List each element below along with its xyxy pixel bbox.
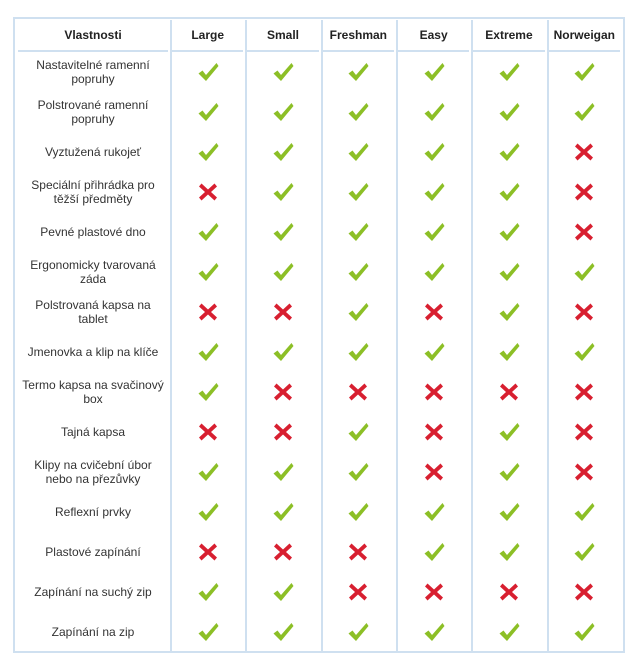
check-icon	[497, 220, 521, 244]
feature-cell	[321, 292, 394, 332]
check-icon	[346, 220, 370, 244]
check-icon	[497, 540, 521, 564]
feature-cell	[170, 332, 243, 372]
feature-cell	[245, 572, 318, 612]
feature-cell	[547, 172, 620, 212]
feature-cell	[321, 212, 394, 252]
feature-cell	[471, 92, 544, 132]
feature-cell	[547, 412, 620, 452]
check-icon	[572, 100, 596, 124]
check-icon	[271, 180, 295, 204]
header-easy: Easy	[396, 20, 469, 52]
check-icon	[422, 340, 446, 364]
feature-label: Tajná kapsa	[60, 425, 126, 439]
feature-cell	[321, 372, 394, 412]
feature-cell	[396, 452, 469, 492]
feature-label: Reflexní prvky	[54, 505, 132, 519]
cross-icon	[572, 140, 596, 164]
feature-cell	[321, 492, 394, 532]
table-body	[18, 52, 620, 652]
feature-cell	[321, 572, 394, 612]
feature-cell	[471, 172, 544, 212]
check-icon	[196, 140, 220, 164]
feature-cell	[471, 332, 544, 372]
check-icon	[572, 500, 596, 524]
feature-cell	[547, 292, 620, 332]
cross-icon	[196, 420, 220, 444]
table-row	[18, 452, 620, 492]
feature-cell	[396, 212, 469, 252]
feature-cell	[245, 212, 318, 252]
header-norweigan: Norweigan	[547, 20, 620, 52]
check-icon	[497, 340, 521, 364]
cross-icon	[572, 420, 596, 444]
feature-cell	[321, 172, 394, 212]
feature-cell	[547, 252, 620, 292]
check-icon	[271, 140, 295, 164]
header-large: Large	[170, 20, 243, 52]
feature-label: Speciální přihrádka pro těžší předměty	[31, 178, 155, 206]
check-icon	[271, 260, 295, 284]
feature-cell	[170, 452, 243, 492]
check-icon	[422, 60, 446, 84]
check-icon	[346, 60, 370, 84]
feature-cell	[547, 92, 620, 132]
table-row	[18, 52, 620, 92]
feature-cell	[245, 452, 318, 492]
check-icon	[271, 100, 295, 124]
feature-cell	[321, 532, 394, 572]
feature-cell	[547, 372, 620, 412]
check-icon	[572, 260, 596, 284]
check-icon	[572, 340, 596, 364]
feature-cell	[471, 572, 544, 612]
table-row	[18, 372, 620, 412]
feature-label: Klipy na cvičební úbor nebo na přezůvky	[34, 458, 152, 486]
check-icon	[422, 220, 446, 244]
feature-cell	[170, 132, 243, 172]
feature-cell	[245, 532, 318, 572]
check-icon	[497, 100, 521, 124]
check-icon	[196, 500, 220, 524]
feature-label: Nastavitelné ramenní popruhy	[36, 58, 150, 86]
feature-cell	[245, 292, 318, 332]
feature-cell	[170, 532, 243, 572]
feature-cell	[170, 252, 243, 292]
check-icon	[346, 180, 370, 204]
cross-icon	[196, 540, 220, 564]
cross-icon	[346, 380, 370, 404]
feature-cell	[321, 332, 394, 372]
feature-cell	[321, 452, 394, 492]
check-icon	[346, 140, 370, 164]
feature-label: Zapínání na suchý zip	[34, 585, 152, 599]
feature-cell	[547, 612, 620, 652]
cross-icon	[271, 380, 295, 404]
feature-cell	[170, 292, 243, 332]
feature-cell	[547, 452, 620, 492]
feature-cell	[396, 172, 469, 212]
table-row	[18, 132, 620, 172]
check-icon	[422, 260, 446, 284]
check-icon	[497, 180, 521, 204]
feature-cell	[321, 412, 394, 452]
header-extreme: Extreme	[471, 20, 544, 52]
cross-icon	[422, 380, 446, 404]
cross-icon	[271, 540, 295, 564]
check-icon	[497, 60, 521, 84]
check-icon	[422, 620, 446, 644]
feature-cell	[396, 52, 469, 92]
check-icon	[346, 620, 370, 644]
feature-cell	[170, 52, 243, 92]
cross-icon	[271, 300, 295, 324]
check-icon	[196, 60, 220, 84]
feature-cell	[170, 492, 243, 532]
check-icon	[422, 140, 446, 164]
check-icon	[497, 140, 521, 164]
header-row	[18, 20, 620, 52]
check-icon	[346, 300, 370, 324]
cross-icon	[422, 300, 446, 324]
check-icon	[271, 620, 295, 644]
feature-cell	[245, 92, 318, 132]
check-icon	[346, 460, 370, 484]
feature-cell	[170, 92, 243, 132]
feature-cell	[396, 92, 469, 132]
check-icon	[196, 380, 220, 404]
feature-cell	[471, 52, 544, 92]
feature-cell	[245, 612, 318, 652]
cross-icon	[572, 580, 596, 604]
feature-cell	[396, 292, 469, 332]
check-icon	[422, 100, 446, 124]
feature-cell	[547, 332, 620, 372]
feature-cell	[471, 612, 544, 652]
check-icon	[572, 620, 596, 644]
feature-cell	[245, 52, 318, 92]
feature-cell	[321, 92, 394, 132]
feature-cell	[245, 412, 318, 452]
check-icon	[196, 100, 220, 124]
check-icon	[196, 620, 220, 644]
check-icon	[196, 220, 220, 244]
table-row	[18, 292, 620, 332]
feature-cell	[396, 132, 469, 172]
header-features: Vlastnosti	[18, 20, 168, 52]
check-icon	[196, 260, 220, 284]
header-freshman: Freshman	[321, 20, 394, 52]
table-row	[18, 532, 620, 572]
feature-cell	[396, 372, 469, 412]
check-icon	[572, 540, 596, 564]
feature-cell	[471, 532, 544, 572]
feature-label: Vyztužená rukojeť	[44, 145, 142, 159]
feature-label: Ergonomicky tvarovaná záda	[30, 258, 156, 286]
check-icon	[271, 220, 295, 244]
cross-icon	[572, 380, 596, 404]
cross-icon	[572, 220, 596, 244]
feature-cell	[471, 252, 544, 292]
feature-cell	[170, 412, 243, 452]
check-icon	[497, 420, 521, 444]
feature-cell	[471, 212, 544, 252]
cross-icon	[497, 580, 521, 604]
feature-cell	[396, 492, 469, 532]
table-row	[18, 172, 620, 212]
check-icon	[346, 340, 370, 364]
comparison-table-frame	[13, 17, 625, 653]
cross-icon	[422, 420, 446, 444]
feature-cell	[245, 132, 318, 172]
check-icon	[497, 620, 521, 644]
check-icon	[572, 60, 596, 84]
feature-cell	[170, 372, 243, 412]
feature-label: Pevné plastové dno	[40, 225, 146, 239]
comparison-table	[16, 20, 622, 652]
check-icon	[346, 260, 370, 284]
feature-cell	[170, 612, 243, 652]
feature-cell	[471, 492, 544, 532]
cross-icon	[196, 300, 220, 324]
table-row	[18, 572, 620, 612]
feature-cell	[547, 572, 620, 612]
table-row	[18, 252, 620, 292]
feature-cell	[170, 212, 243, 252]
feature-cell	[471, 132, 544, 172]
table-row	[18, 412, 620, 452]
check-icon	[271, 500, 295, 524]
cross-icon	[196, 180, 220, 204]
check-icon	[196, 580, 220, 604]
feature-cell	[547, 492, 620, 532]
feature-label: Polstrovaná kapsa na tablet	[35, 298, 151, 326]
cross-icon	[346, 580, 370, 604]
feature-cell	[396, 572, 469, 612]
feature-cell	[396, 332, 469, 372]
cross-icon	[497, 380, 521, 404]
feature-cell	[547, 52, 620, 92]
feature-cell	[396, 532, 469, 572]
cross-icon	[422, 460, 446, 484]
cross-icon	[572, 460, 596, 484]
feature-cell	[547, 132, 620, 172]
feature-cell	[245, 252, 318, 292]
table-row	[18, 612, 620, 652]
feature-cell	[321, 52, 394, 92]
feature-cell	[245, 492, 318, 532]
feature-label: Termo kapsa na svačinový box	[22, 378, 164, 406]
check-icon	[196, 340, 220, 364]
feature-cell	[170, 172, 243, 212]
feature-cell	[396, 612, 469, 652]
table-row	[18, 92, 620, 132]
feature-cell	[321, 612, 394, 652]
feature-cell	[547, 532, 620, 572]
feature-cell	[245, 332, 318, 372]
check-icon	[422, 540, 446, 564]
table-row	[18, 492, 620, 532]
feature-label: Zapínání na zip	[51, 625, 135, 639]
feature-cell	[321, 132, 394, 172]
feature-label: Polstrované ramenní popruhy	[37, 98, 149, 126]
feature-cell	[245, 372, 318, 412]
feature-cell	[396, 412, 469, 452]
check-icon	[271, 60, 295, 84]
check-icon	[497, 500, 521, 524]
feature-cell	[245, 172, 318, 212]
cross-icon	[572, 180, 596, 204]
check-icon	[271, 580, 295, 604]
feature-cell	[321, 252, 394, 292]
check-icon	[346, 420, 370, 444]
header-small: Small	[245, 20, 318, 52]
check-icon	[422, 500, 446, 524]
cross-icon	[271, 420, 295, 444]
feature-cell	[547, 212, 620, 252]
check-icon	[422, 180, 446, 204]
feature-cell	[471, 292, 544, 332]
check-icon	[271, 460, 295, 484]
table-row	[18, 212, 620, 252]
check-icon	[497, 300, 521, 324]
feature-cell	[471, 372, 544, 412]
check-icon	[346, 500, 370, 524]
feature-label: Plastové zapínání	[45, 545, 141, 559]
feature-cell	[170, 572, 243, 612]
feature-cell	[471, 412, 544, 452]
check-icon	[271, 340, 295, 364]
check-icon	[346, 100, 370, 124]
feature-cell	[471, 452, 544, 492]
check-icon	[196, 460, 220, 484]
cross-icon	[346, 540, 370, 564]
cross-icon	[422, 580, 446, 604]
check-icon	[497, 460, 521, 484]
feature-label: Jmenovka a klip na klíče	[27, 345, 159, 359]
cross-icon	[572, 300, 596, 324]
table-row	[18, 332, 620, 372]
check-icon	[497, 260, 521, 284]
feature-cell	[396, 252, 469, 292]
